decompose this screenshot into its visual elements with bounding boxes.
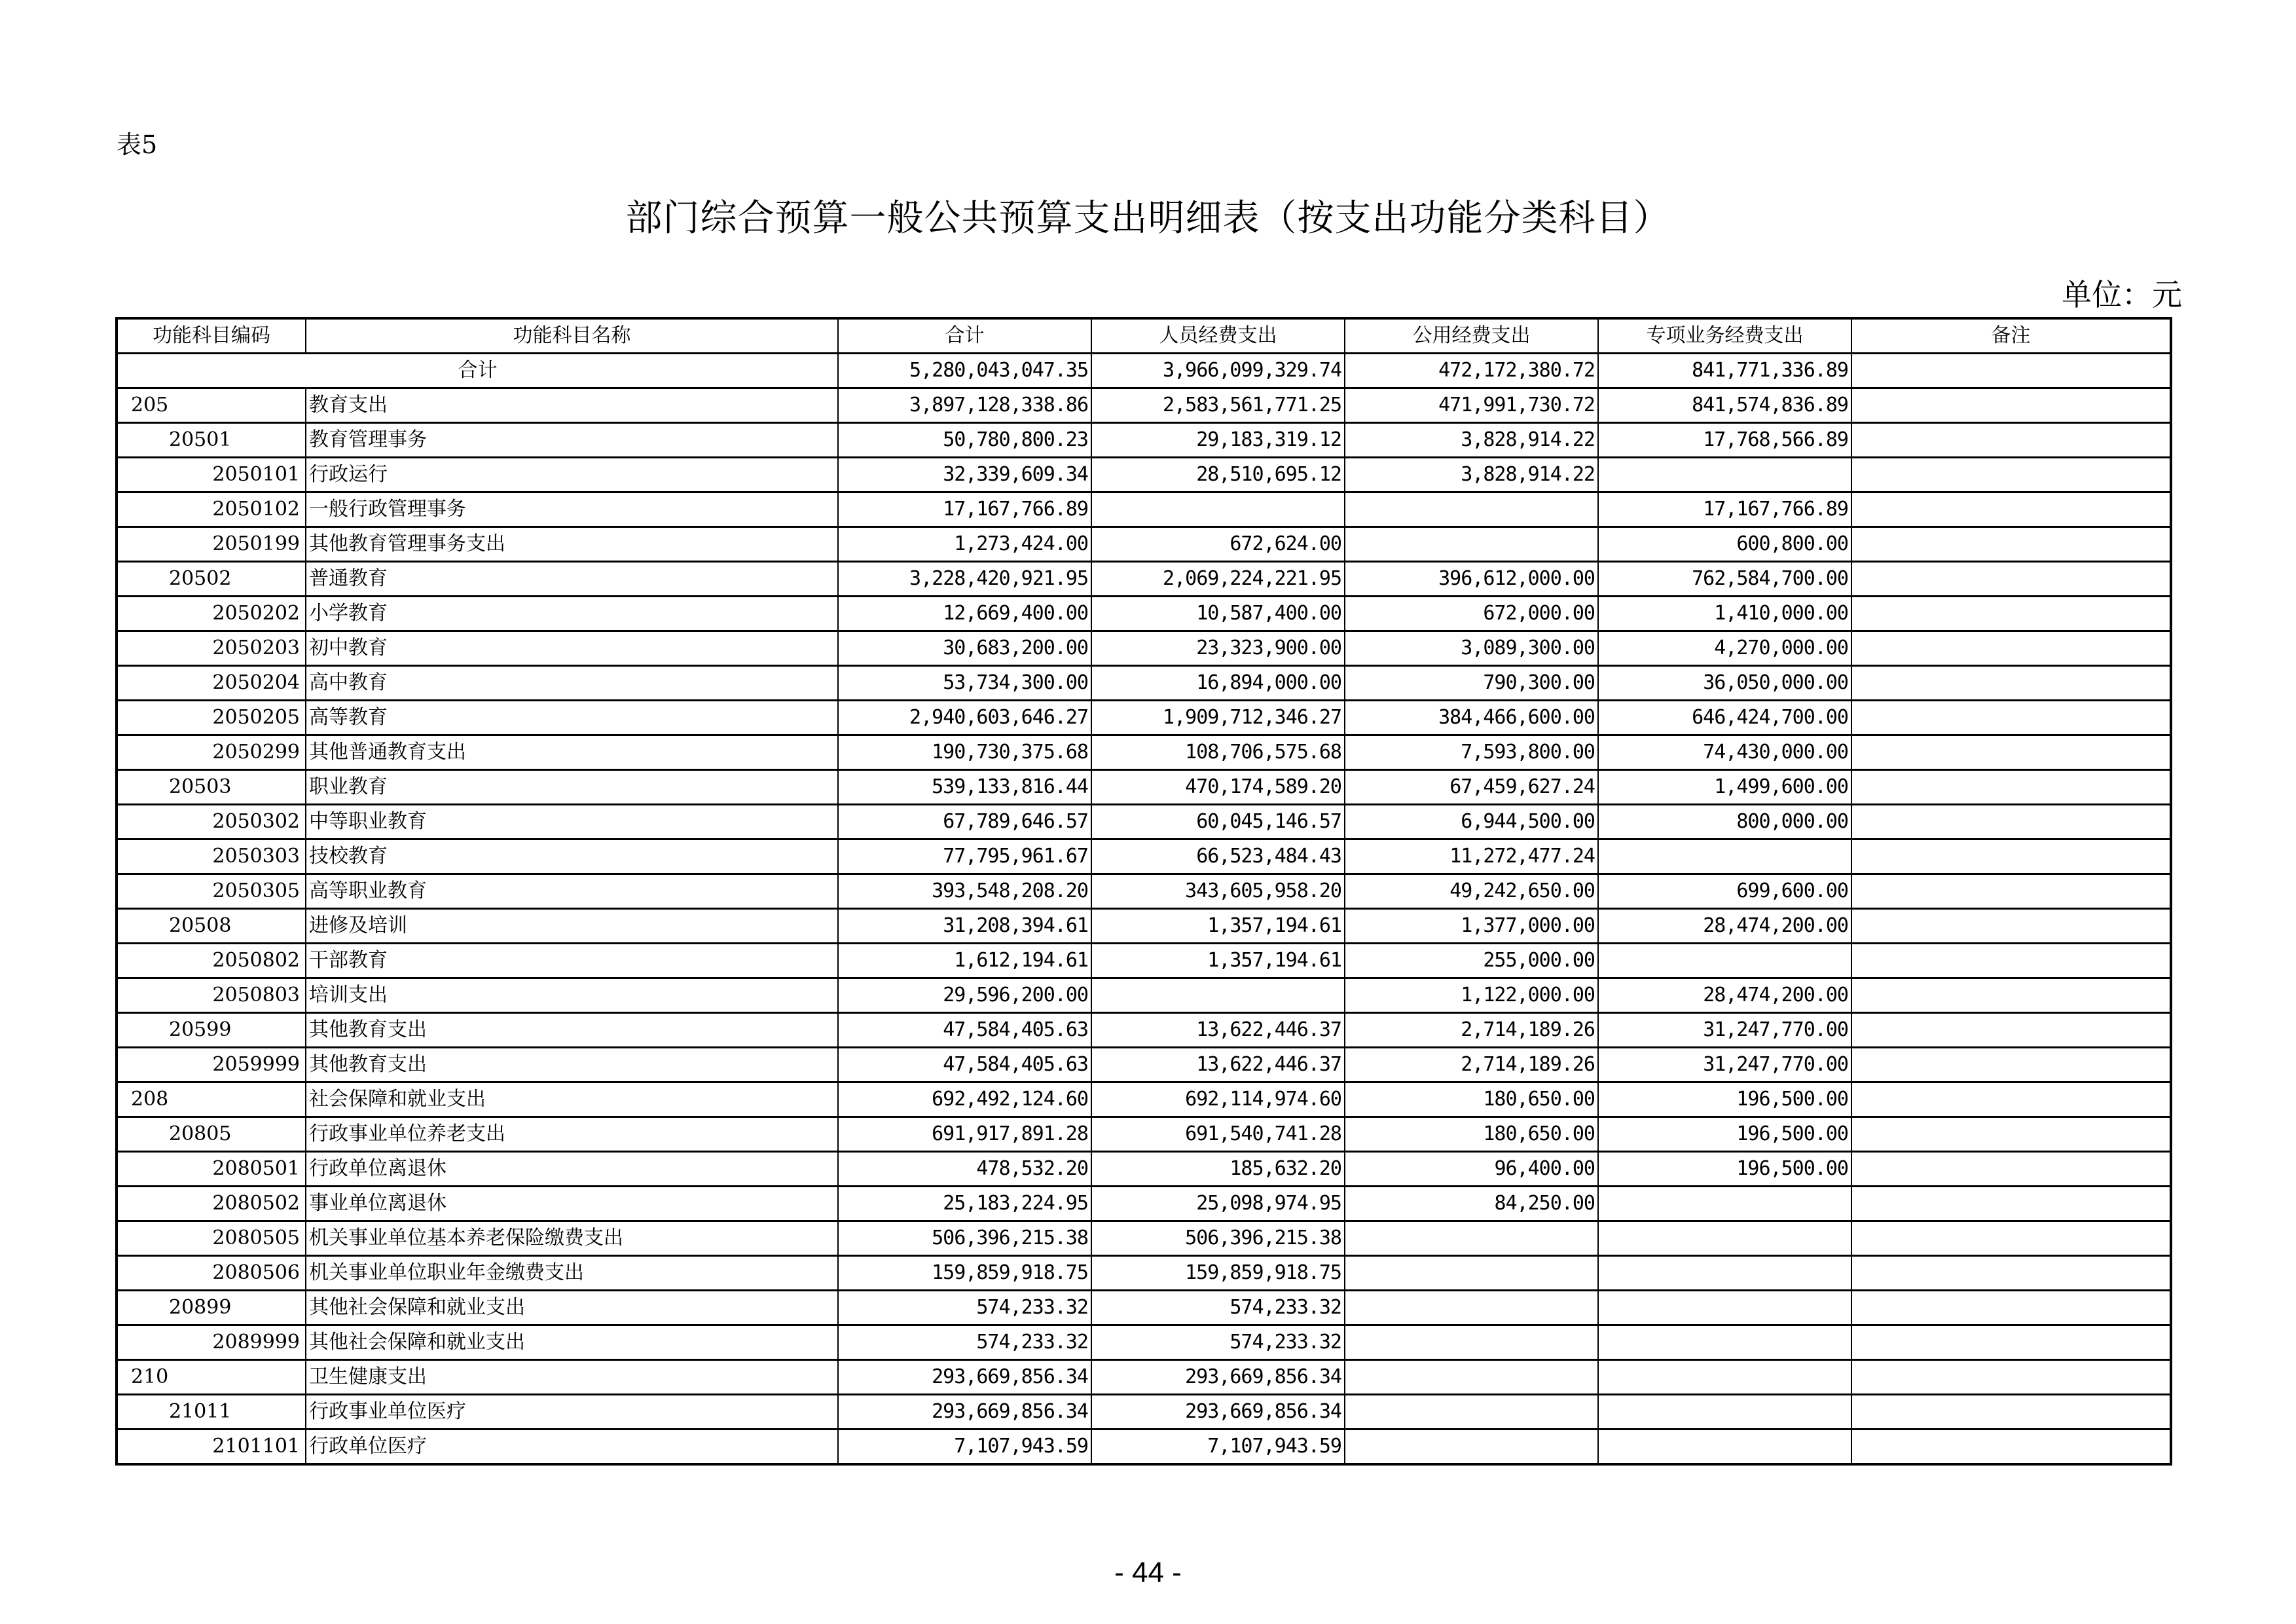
row-name: 高等教育 xyxy=(306,701,838,735)
row-code: 2080502 xyxy=(117,1187,306,1221)
row-code: 2050101 xyxy=(117,458,306,492)
row-code: 2080505 xyxy=(117,1221,306,1256)
row-special: 1,410,000.00 xyxy=(1598,597,1851,631)
row-remark xyxy=(1851,909,2171,944)
table-row xyxy=(117,1395,2171,1430)
table-row xyxy=(117,909,2171,944)
table-row xyxy=(117,735,2171,770)
row-name: 社会保障和就业支出 xyxy=(306,1082,838,1117)
row-remark xyxy=(1851,527,2171,562)
row-total: 478,532.20 xyxy=(838,1152,1091,1187)
row-total: 30,683,200.00 xyxy=(838,631,1091,666)
row-total: 3,228,420,921.95 xyxy=(838,562,1091,597)
table-row xyxy=(117,388,2171,423)
row-personnel: 2,069,224,221.95 xyxy=(1091,562,1345,597)
row-special: 196,500.00 xyxy=(1598,1152,1851,1187)
table-row xyxy=(117,701,2171,735)
row-code: 2080501 xyxy=(117,1152,306,1187)
row-total: 77,795,961.67 xyxy=(838,840,1091,874)
row-special: 4,270,000.00 xyxy=(1598,631,1851,666)
row-public xyxy=(1345,1395,1598,1430)
row-special: 28,474,200.00 xyxy=(1598,909,1851,944)
total-row xyxy=(117,354,2171,388)
row-personnel: 25,098,974.95 xyxy=(1091,1187,1345,1221)
row-remark xyxy=(1851,388,2171,423)
table-row xyxy=(117,631,2171,666)
table-row xyxy=(117,1013,2171,1048)
row-public: 67,459,627.24 xyxy=(1345,770,1598,805)
row-public: 3,089,300.00 xyxy=(1345,631,1598,666)
row-personnel: 1,357,194.61 xyxy=(1091,944,1345,978)
row-remark xyxy=(1851,1360,2171,1395)
row-total: 1,273,424.00 xyxy=(838,527,1091,562)
table-row xyxy=(117,1430,2171,1465)
header-special: 专项业务经费支出 xyxy=(1598,318,1851,354)
header-personnel: 人员经费支出 xyxy=(1091,318,1345,354)
row-code: 20599 xyxy=(117,1013,306,1048)
row-code: 20502 xyxy=(117,562,306,597)
row-personnel: 60,045,146.57 xyxy=(1091,805,1345,840)
row-personnel: 23,323,900.00 xyxy=(1091,631,1345,666)
row-total: 17,167,766.89 xyxy=(838,492,1091,527)
row-public: 3,828,914.22 xyxy=(1345,458,1598,492)
table-row xyxy=(117,1082,2171,1117)
row-name: 职业教育 xyxy=(306,770,838,805)
table-row xyxy=(117,492,2171,527)
row-personnel: 1,357,194.61 xyxy=(1091,909,1345,944)
row-public: 7,593,800.00 xyxy=(1345,735,1598,770)
row-public: 2,714,189.26 xyxy=(1345,1013,1598,1048)
row-code: 2101101 xyxy=(117,1430,306,1465)
row-name: 一般行政管理事务 xyxy=(306,492,838,527)
row-remark xyxy=(1851,874,2171,909)
row-code: 2050204 xyxy=(117,666,306,701)
table-row xyxy=(117,1117,2171,1152)
row-remark xyxy=(1851,978,2171,1013)
table-row xyxy=(117,770,2171,805)
row-special: 31,247,770.00 xyxy=(1598,1013,1851,1048)
row-total: 25,183,224.95 xyxy=(838,1187,1091,1221)
row-code: 20508 xyxy=(117,909,306,944)
row-public: 3,828,914.22 xyxy=(1345,423,1598,458)
row-total: 190,730,375.68 xyxy=(838,735,1091,770)
row-public xyxy=(1345,527,1598,562)
row-name: 行政单位医疗 xyxy=(306,1430,838,1465)
row-total: 692,492,124.60 xyxy=(838,1082,1091,1117)
row-remark xyxy=(1851,562,2171,597)
row-remark xyxy=(1851,423,2171,458)
row-total: 1,612,194.61 xyxy=(838,944,1091,978)
row-special: 762,584,700.00 xyxy=(1598,562,1851,597)
row-name: 机关事业单位职业年金缴费支出 xyxy=(306,1256,838,1291)
row-remark xyxy=(1851,1395,2171,1430)
table-row xyxy=(117,874,2171,909)
row-code: 210 xyxy=(117,1360,306,1395)
row-remark xyxy=(1851,1430,2171,1465)
row-public xyxy=(1345,1325,1598,1360)
row-personnel: 574,233.32 xyxy=(1091,1291,1345,1325)
row-name: 行政事业单位医疗 xyxy=(306,1395,838,1430)
row-code: 205 xyxy=(117,388,306,423)
table-row xyxy=(117,666,2171,701)
row-personnel: 7,107,943.59 xyxy=(1091,1430,1345,1465)
row-name: 其他普通教育支出 xyxy=(306,735,838,770)
row-special xyxy=(1598,944,1851,978)
unit-label: 单位：元 xyxy=(2062,277,2182,312)
row-name: 卫生健康支出 xyxy=(306,1360,838,1395)
table-row xyxy=(117,805,2171,840)
row-name: 其他教育管理事务支出 xyxy=(306,527,838,562)
row-public xyxy=(1345,1360,1598,1395)
row-special: 841,574,836.89 xyxy=(1598,388,1851,423)
row-personnel: 13,622,446.37 xyxy=(1091,1048,1345,1082)
row-remark xyxy=(1851,735,2171,770)
total-remark xyxy=(1851,354,2171,388)
header-public: 公用经费支出 xyxy=(1345,318,1598,354)
row-name: 其他社会保障和就业支出 xyxy=(306,1325,838,1360)
row-name: 初中教育 xyxy=(306,631,838,666)
row-public: 396,612,000.00 xyxy=(1345,562,1598,597)
header-remark: 备注 xyxy=(1851,318,2171,354)
row-code: 2050802 xyxy=(117,944,306,978)
row-public: 49,242,650.00 xyxy=(1345,874,1598,909)
row-public: 6,944,500.00 xyxy=(1345,805,1598,840)
row-special xyxy=(1598,1291,1851,1325)
table-row xyxy=(117,1187,2171,1221)
row-personnel: 506,396,215.38 xyxy=(1091,1221,1345,1256)
row-total: 67,789,646.57 xyxy=(838,805,1091,840)
row-code: 20899 xyxy=(117,1291,306,1325)
row-special: 36,050,000.00 xyxy=(1598,666,1851,701)
row-special: 17,167,766.89 xyxy=(1598,492,1851,527)
row-remark xyxy=(1851,840,2171,874)
row-code: 20501 xyxy=(117,423,306,458)
row-personnel: 1,909,712,346.27 xyxy=(1091,701,1345,735)
row-code: 2050202 xyxy=(117,597,306,631)
row-public xyxy=(1345,1256,1598,1291)
row-personnel: 343,605,958.20 xyxy=(1091,874,1345,909)
total-personnel: 3,966,099,329.74 xyxy=(1091,354,1345,388)
row-special xyxy=(1598,1395,1851,1430)
table-row xyxy=(117,1291,2171,1325)
row-code: 2050303 xyxy=(117,840,306,874)
row-total: 7,107,943.59 xyxy=(838,1430,1091,1465)
table-row xyxy=(117,458,2171,492)
row-total: 2,940,603,646.27 xyxy=(838,701,1091,735)
row-code: 2050803 xyxy=(117,978,306,1013)
row-name: 中等职业教育 xyxy=(306,805,838,840)
row-name: 培训支出 xyxy=(306,978,838,1013)
row-total: 293,669,856.34 xyxy=(838,1395,1091,1430)
row-public: 180,650.00 xyxy=(1345,1082,1598,1117)
total-public: 472,172,380.72 xyxy=(1345,354,1598,388)
row-name: 小学教育 xyxy=(306,597,838,631)
table-row xyxy=(117,562,2171,597)
row-personnel: 66,523,484.43 xyxy=(1091,840,1345,874)
row-total: 3,897,128,338.86 xyxy=(838,388,1091,423)
row-name: 普通教育 xyxy=(306,562,838,597)
row-special: 196,500.00 xyxy=(1598,1117,1851,1152)
page-title: 部门综合预算一般公共预算支出明细表（按支出功能分类科目） xyxy=(625,197,1671,240)
row-public: 255,000.00 xyxy=(1345,944,1598,978)
row-special: 646,424,700.00 xyxy=(1598,701,1851,735)
row-special: 17,768,566.89 xyxy=(1598,423,1851,458)
row-total: 12,669,400.00 xyxy=(838,597,1091,631)
row-code: 2050102 xyxy=(117,492,306,527)
row-special: 600,800.00 xyxy=(1598,527,1851,562)
row-personnel: 574,233.32 xyxy=(1091,1325,1345,1360)
row-personnel: 672,624.00 xyxy=(1091,527,1345,562)
row-name: 其他教育支出 xyxy=(306,1048,838,1082)
row-personnel xyxy=(1091,492,1345,527)
row-public xyxy=(1345,1221,1598,1256)
row-public xyxy=(1345,1430,1598,1465)
row-special: 31,247,770.00 xyxy=(1598,1048,1851,1082)
row-special: 699,600.00 xyxy=(1598,874,1851,909)
table-row xyxy=(117,1152,2171,1187)
table-header-row xyxy=(117,318,2171,354)
row-name: 行政事业单位养老支出 xyxy=(306,1117,838,1152)
row-personnel: 108,706,575.68 xyxy=(1091,735,1345,770)
row-code: 2050299 xyxy=(117,735,306,770)
row-remark xyxy=(1851,631,2171,666)
row-code: 20805 xyxy=(117,1117,306,1152)
total-label: 合计 xyxy=(117,354,838,388)
header-total: 合计 xyxy=(838,318,1091,354)
row-total: 393,548,208.20 xyxy=(838,874,1091,909)
row-personnel: 2,583,561,771.25 xyxy=(1091,388,1345,423)
row-code: 21011 xyxy=(117,1395,306,1430)
header-name: 功能科目名称 xyxy=(306,318,838,354)
row-special xyxy=(1598,1360,1851,1395)
row-personnel: 692,114,974.60 xyxy=(1091,1082,1345,1117)
page-number: - 44 - xyxy=(1114,1557,1182,1589)
row-name: 进修及培训 xyxy=(306,909,838,944)
row-name: 其他社会保障和就业支出 xyxy=(306,1291,838,1325)
row-personnel: 159,859,918.75 xyxy=(1091,1256,1345,1291)
row-name: 技校教育 xyxy=(306,840,838,874)
table-row xyxy=(117,1048,2171,1082)
table-row xyxy=(117,944,2171,978)
row-personnel: 691,540,741.28 xyxy=(1091,1117,1345,1152)
row-personnel: 28,510,695.12 xyxy=(1091,458,1345,492)
row-special: 28,474,200.00 xyxy=(1598,978,1851,1013)
row-total: 32,339,609.34 xyxy=(838,458,1091,492)
table-row xyxy=(117,1360,2171,1395)
row-personnel: 13,622,446.37 xyxy=(1091,1013,1345,1048)
row-total: 539,133,816.44 xyxy=(838,770,1091,805)
row-remark xyxy=(1851,1152,2171,1187)
row-personnel xyxy=(1091,978,1345,1013)
row-special: 800,000.00 xyxy=(1598,805,1851,840)
row-public: 672,000.00 xyxy=(1345,597,1598,631)
row-remark xyxy=(1851,1187,2171,1221)
row-name: 教育管理事务 xyxy=(306,423,838,458)
row-remark xyxy=(1851,458,2171,492)
row-public: 2,714,189.26 xyxy=(1345,1048,1598,1082)
row-personnel: 10,587,400.00 xyxy=(1091,597,1345,631)
row-public xyxy=(1345,492,1598,527)
budget-expenditure-table xyxy=(115,317,2172,1466)
table-row xyxy=(117,1325,2171,1360)
row-code: 2050203 xyxy=(117,631,306,666)
row-public: 1,377,000.00 xyxy=(1345,909,1598,944)
row-total: 31,208,394.61 xyxy=(838,909,1091,944)
row-remark xyxy=(1851,597,2171,631)
row-special xyxy=(1598,1221,1851,1256)
row-special xyxy=(1598,1325,1851,1360)
row-special xyxy=(1598,458,1851,492)
row-public: 384,466,600.00 xyxy=(1345,701,1598,735)
row-public: 1,122,000.00 xyxy=(1345,978,1598,1013)
row-remark xyxy=(1851,805,2171,840)
row-name: 教育支出 xyxy=(306,388,838,423)
header-code: 功能科目编码 xyxy=(117,318,306,354)
row-code: 2089999 xyxy=(117,1325,306,1360)
row-code: 2050205 xyxy=(117,701,306,735)
row-code: 208 xyxy=(117,1082,306,1117)
row-remark xyxy=(1851,1013,2171,1048)
row-personnel: 185,632.20 xyxy=(1091,1152,1345,1187)
table-row xyxy=(117,597,2171,631)
row-total: 47,584,405.63 xyxy=(838,1048,1091,1082)
row-remark xyxy=(1851,1117,2171,1152)
row-remark xyxy=(1851,666,2171,701)
row-name: 其他教育支出 xyxy=(306,1013,838,1048)
row-total: 47,584,405.63 xyxy=(838,1013,1091,1048)
row-total: 293,669,856.34 xyxy=(838,1360,1091,1395)
table-row xyxy=(117,423,2171,458)
row-special xyxy=(1598,840,1851,874)
row-code: 20503 xyxy=(117,770,306,805)
row-total: 574,233.32 xyxy=(838,1325,1091,1360)
row-code: 2059999 xyxy=(117,1048,306,1082)
table-number-label: 表5 xyxy=(117,130,158,159)
row-name: 事业单位离退休 xyxy=(306,1187,838,1221)
row-code: 2050305 xyxy=(117,874,306,909)
row-name: 行政运行 xyxy=(306,458,838,492)
row-total: 159,859,918.75 xyxy=(838,1256,1091,1291)
row-code: 2050199 xyxy=(117,527,306,562)
row-special: 1,499,600.00 xyxy=(1598,770,1851,805)
row-remark xyxy=(1851,944,2171,978)
row-public xyxy=(1345,1291,1598,1325)
row-total: 50,780,800.23 xyxy=(838,423,1091,458)
total-special: 841,771,336.89 xyxy=(1598,354,1851,388)
row-remark xyxy=(1851,701,2171,735)
row-total: 29,596,200.00 xyxy=(838,978,1091,1013)
row-public: 11,272,477.24 xyxy=(1345,840,1598,874)
row-special xyxy=(1598,1256,1851,1291)
row-remark xyxy=(1851,492,2171,527)
row-personnel: 16,894,000.00 xyxy=(1091,666,1345,701)
row-name: 干部教育 xyxy=(306,944,838,978)
row-code: 2080506 xyxy=(117,1256,306,1291)
row-personnel: 470,174,589.20 xyxy=(1091,770,1345,805)
row-total: 506,396,215.38 xyxy=(838,1221,1091,1256)
row-remark xyxy=(1851,1291,2171,1325)
row-total: 53,734,300.00 xyxy=(838,666,1091,701)
table-row xyxy=(117,840,2171,874)
row-total: 691,917,891.28 xyxy=(838,1117,1091,1152)
table-row xyxy=(117,527,2171,562)
row-personnel: 29,183,319.12 xyxy=(1091,423,1345,458)
total-amount: 5,280,043,047.35 xyxy=(838,354,1091,388)
row-remark xyxy=(1851,1082,2171,1117)
row-public: 84,250.00 xyxy=(1345,1187,1598,1221)
row-name: 行政单位离退休 xyxy=(306,1152,838,1187)
table-row xyxy=(117,1221,2171,1256)
table-row xyxy=(117,1256,2171,1291)
row-remark xyxy=(1851,1325,2171,1360)
row-total: 574,233.32 xyxy=(838,1291,1091,1325)
row-remark xyxy=(1851,770,2171,805)
row-name: 机关事业单位基本养老保险缴费支出 xyxy=(306,1221,838,1256)
row-special: 74,430,000.00 xyxy=(1598,735,1851,770)
row-public: 471,991,730.72 xyxy=(1345,388,1598,423)
row-name: 高中教育 xyxy=(306,666,838,701)
row-public: 790,300.00 xyxy=(1345,666,1598,701)
row-special xyxy=(1598,1187,1851,1221)
table-row xyxy=(117,978,2171,1013)
row-code: 2050302 xyxy=(117,805,306,840)
row-public: 96,400.00 xyxy=(1345,1152,1598,1187)
row-remark xyxy=(1851,1048,2171,1082)
row-special: 196,500.00 xyxy=(1598,1082,1851,1117)
row-remark xyxy=(1851,1256,2171,1291)
row-special xyxy=(1598,1430,1851,1465)
row-public: 180,650.00 xyxy=(1345,1117,1598,1152)
row-personnel: 293,669,856.34 xyxy=(1091,1360,1345,1395)
row-personnel: 293,669,856.34 xyxy=(1091,1395,1345,1430)
row-remark xyxy=(1851,1221,2171,1256)
row-name: 高等职业教育 xyxy=(306,874,838,909)
